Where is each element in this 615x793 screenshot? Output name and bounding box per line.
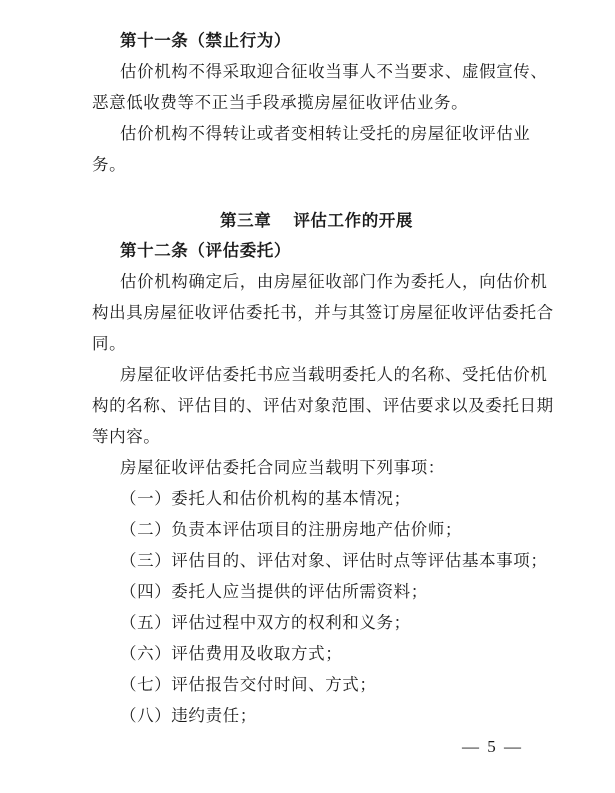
article-12-para1-line2: 构出具房屋征收评估委托书，并与其签订房屋征收评估委托合: [92, 303, 554, 322]
page-number: — 5 —: [462, 737, 523, 756]
list-item-5: （五）评估过程中双方的权利和义务；: [120, 613, 411, 632]
article-11-para1-line1: 估价机构不得采取迎合征收当事人不当要求、虚假宣传、: [120, 62, 548, 81]
list-item-4: （四）委托人应当提供的评估所需资料；: [120, 582, 428, 601]
article-12-para1-line1: 估价机构确定后，由房屋征收部门作为委托人，向估价机: [120, 272, 548, 291]
list-item-6: （六）评估费用及收取方式；: [120, 644, 343, 663]
list-item-1: （一）委托人和估价机构的基本情况；: [120, 489, 411, 508]
article-12-para3-line1: 房屋征收评估委托合同应当载明下列事项：: [120, 458, 445, 477]
article-12-para2-line2: 构的名称、评估目的、评估对象范围、评估要求以及委托日期: [92, 396, 554, 415]
article-11-para2-line2: 务。: [92, 155, 127, 174]
article-12-heading: 第十二条（评估委托）: [120, 241, 291, 260]
list-item-7: （七）评估报告交付时间、方式；: [120, 675, 377, 694]
article-12-para2-line1: 房屋征收评估委托书应当载明委托人的名称、受托估价机: [120, 365, 548, 384]
article-11-para2-line1: 估价机构不得转让或者变相转让受托的房屋征收评估业: [120, 124, 531, 143]
article-12-para1-line3: 同。: [92, 334, 127, 353]
chapter-3-title: 评估工作的开展: [293, 211, 414, 230]
chapter-3-number: 第三章: [220, 211, 272, 230]
article-11-para1-line2: 恶意低收费等不正当手段承揽房屋征收评估业务。: [92, 93, 469, 112]
article-11-heading: 第十一条（禁止行为）: [120, 31, 291, 50]
list-item-8: （八）违约责任；: [120, 706, 257, 725]
list-item-2: （二）负责本评估项目的注册房地产估价师；: [120, 520, 462, 539]
article-12-para2-line3: 等内容。: [92, 427, 161, 446]
list-item-3: （三）评估目的、评估对象、评估时点等评估基本事项；: [120, 551, 548, 570]
chapter-3-heading: [220, 211, 413, 231]
